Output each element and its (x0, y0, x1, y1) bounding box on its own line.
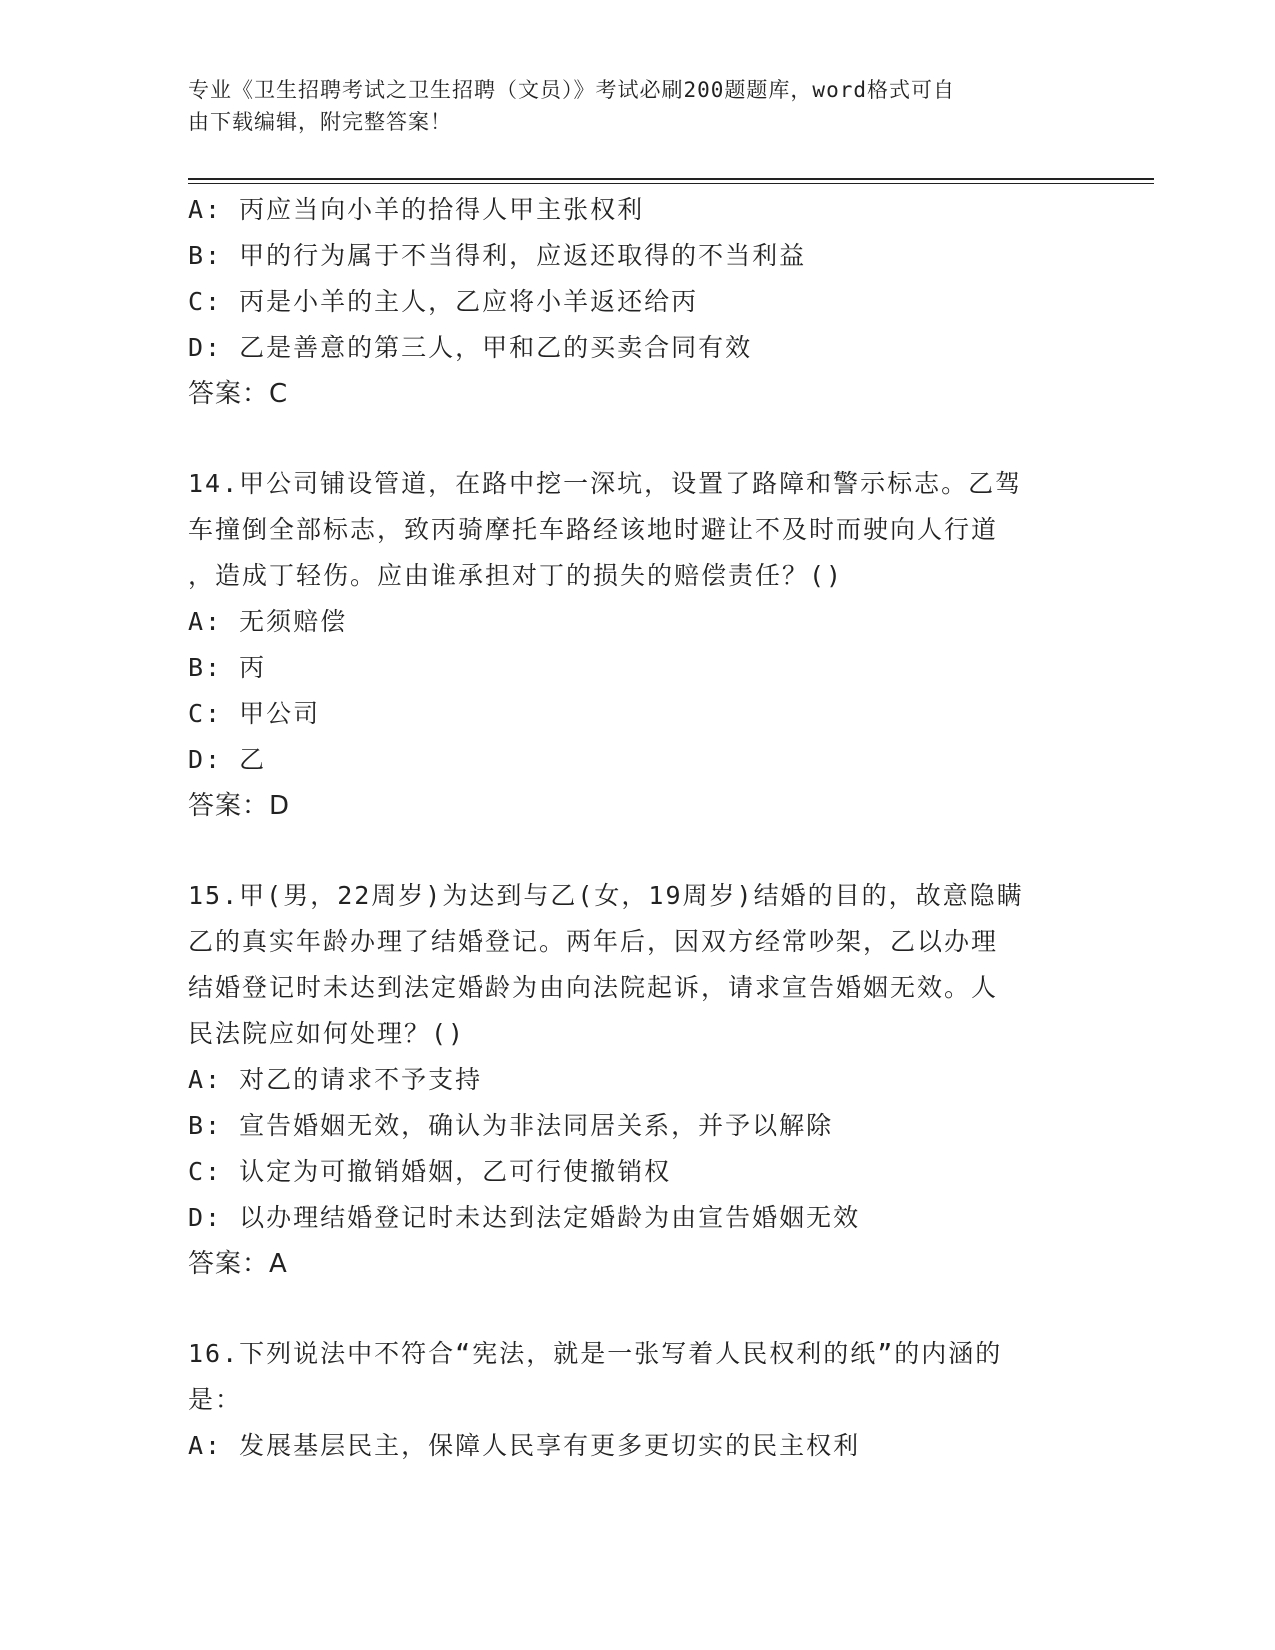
header-line-1: 专业《卫生招聘考试之卫生招聘（文员）》考试必刷200题题库，word格式可自 (188, 78, 955, 102)
option-c: C: 丙是小羊的主人，乙应将小羊返还给丙 (188, 287, 699, 316)
option-b: B: 宣告婚姻无效，确认为非法同居关系，并予以解除 (188, 1111, 834, 1140)
header-divider-thin (188, 183, 1154, 184)
question-text-line: 15.甲(男，22周岁)为达到与乙(女，19周岁)结婚的目的，故意隐瞒 (188, 881, 1024, 910)
option-a: A: 无须赔偿 (188, 607, 348, 636)
spacer (188, 829, 1088, 873)
option-b: B: 丙 (188, 653, 267, 682)
question-text-line: 乙的真实年龄办理了结婚登记。两年后，因双方经常吵架，乙以办理 (188, 927, 999, 956)
question-text-line: 14.甲公司铺设管道，在路中挖一深坑，设置了路障和警示标志。乙驾 (188, 469, 1023, 498)
question-13 (188, 187, 1088, 417)
question-text-line: ，造成丁轻伤。应由谁承担对丁的损失的赔偿责任？() (188, 561, 844, 590)
question-text-line: 结婚登记时未达到法定婚龄为由向法院起诉，请求宣告婚姻无效。人 (188, 973, 999, 1002)
option-a: A: 丙应当向小羊的拾得人甲主张权利 (188, 195, 645, 224)
option-d: D: 乙是善意的第三人，甲和乙的买卖合同有效 (188, 333, 753, 362)
question-15 (188, 873, 1088, 1287)
option-b: B: 甲的行为属于不当得利，应返还取得的不当利益 (188, 241, 807, 270)
option-c: C: 认定为可撤销婚姻，乙可行使撤销权 (188, 1157, 672, 1186)
question-14 (188, 461, 1088, 829)
option-c: C: 甲公司 (188, 699, 321, 728)
option-d: D: 以办理结婚登记时未达到法定婚龄为由宣告婚姻无效 (188, 1203, 861, 1232)
answer-label: 答案：D (188, 791, 291, 821)
header-divider-thick (188, 178, 1154, 180)
option-d: D: 乙 (188, 745, 267, 774)
spacer (188, 1287, 1088, 1331)
question-16 (188, 1331, 1088, 1469)
question-text-line: 民法院应如何处理？() (188, 1019, 466, 1048)
answer-label: 答案：C (188, 379, 289, 409)
spacer (188, 417, 1088, 461)
question-text-line: 16.下列说法中不符合“宪法，就是一张写着人民权利的纸”的内涵的 (188, 1339, 1003, 1368)
option-a: A: 发展基层民主，保障人民享有更多更切实的民主权利 (188, 1431, 861, 1460)
option-a: A: 对乙的请求不予支持 (188, 1065, 483, 1094)
question-text-line: 是： (188, 1385, 243, 1414)
document-header (188, 74, 1068, 138)
question-content (188, 187, 1088, 1469)
question-text-line: 车撞倒全部标志，致丙骑摩托车路经该地时避让不及时而驶向人行道 (188, 515, 999, 544)
header-line-2: 由下载编辑，附完整答案！ (188, 110, 452, 134)
answer-label: 答案：A (188, 1249, 288, 1279)
